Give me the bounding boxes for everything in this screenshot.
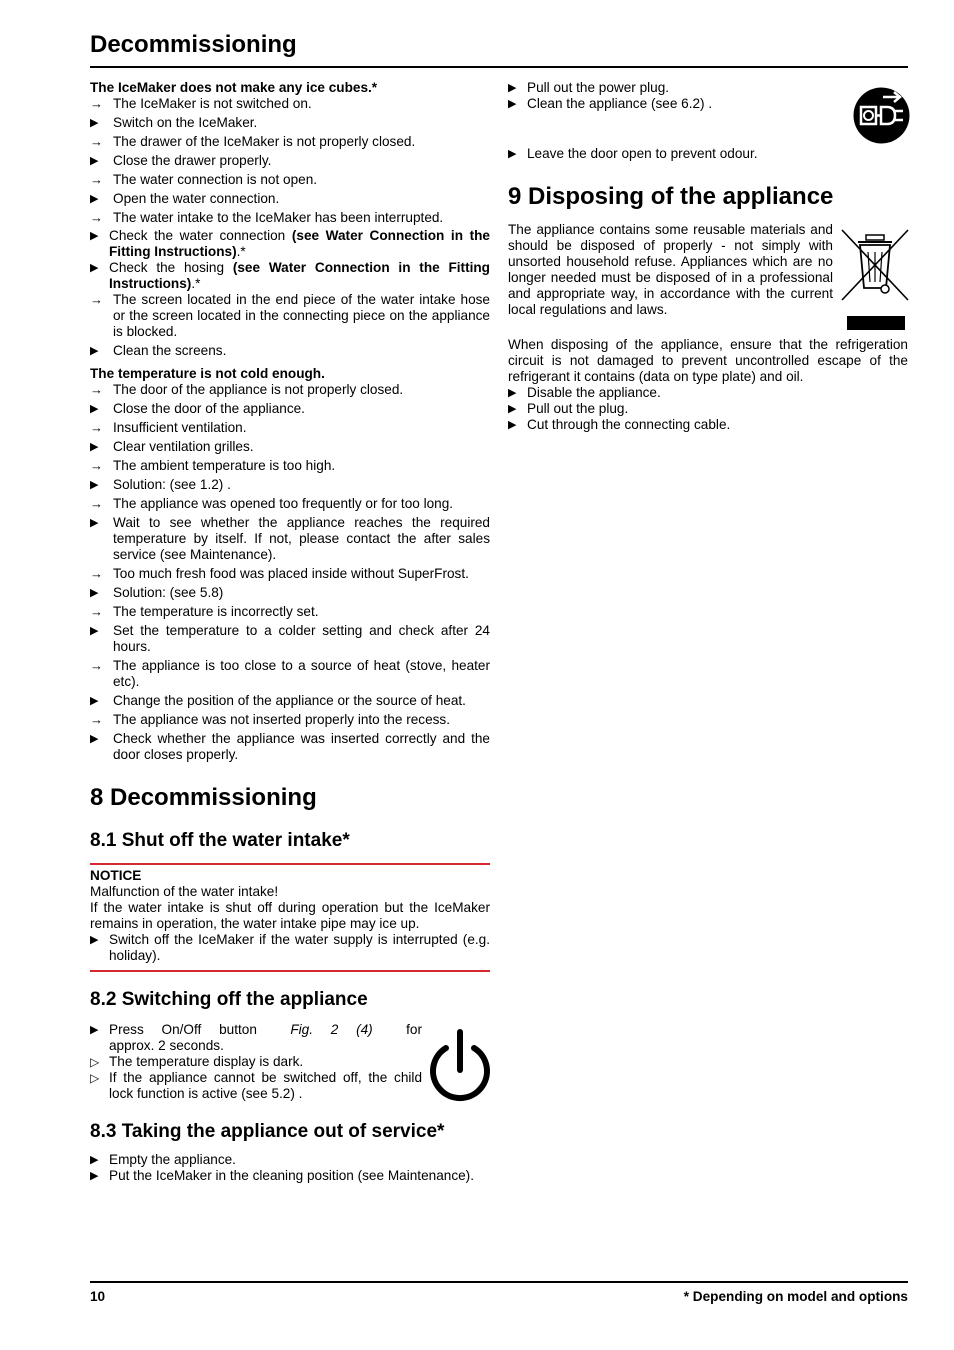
disable-appliance-step: ▶ Disable the appliance. bbox=[508, 385, 661, 400]
step-triangle-icon: ▶ bbox=[90, 441, 99, 453]
leave-door-open-step: ▶ Leave the door open to prevent odour. bbox=[508, 146, 758, 161]
step-triangle-icon: ▶ bbox=[90, 155, 99, 167]
notice-bottom-rule bbox=[90, 970, 490, 972]
press-button-step: ▶ Press On/Off button Fig. 2 (4) for approx. 2 seconds. bbox=[90, 1022, 422, 1053]
pull-plug-step: ▶ Pull out the plug. bbox=[508, 401, 629, 416]
page-title: Decommissioning bbox=[90, 31, 297, 58]
list-item-text: Set the temperature to a colder setting and check after 24 hours. bbox=[113, 623, 490, 654]
list-item bbox=[90, 401, 490, 417]
list-item bbox=[90, 585, 490, 601]
notice-label: NOTICE bbox=[90, 868, 142, 883]
cause-arrow-icon: → bbox=[90, 210, 103, 225]
result-display-dark: ▷ The temperature display is dark. bbox=[90, 1054, 304, 1069]
unplug-steps bbox=[508, 80, 828, 162]
list-item bbox=[90, 96, 490, 112]
step-triangle-icon: ▶ bbox=[508, 98, 517, 110]
left-column bbox=[90, 80, 490, 1184]
list-item bbox=[90, 439, 490, 455]
notice-top-rule bbox=[90, 863, 490, 865]
cause-arrow-icon: → bbox=[90, 458, 103, 473]
step-triangle-icon: ▶ bbox=[90, 262, 99, 274]
pull-power-plug-step: ▶ Pull out the power plug. bbox=[508, 80, 670, 95]
troubleshoot-list-ice bbox=[90, 96, 490, 226]
list-item-text: The door of the appliance is not properly closed. bbox=[113, 382, 404, 397]
cause-arrow-icon: → bbox=[90, 134, 103, 149]
step-triangle-icon: ▶ bbox=[90, 587, 99, 599]
section-8-2-title: 8.2 Switching off the appliance bbox=[90, 989, 368, 1010]
list-item-text: Switch on the IceMaker. bbox=[113, 115, 258, 130]
list-item bbox=[90, 658, 490, 690]
list-item bbox=[90, 566, 490, 582]
step-triangle-icon: ▶ bbox=[90, 403, 99, 415]
list-item bbox=[90, 382, 490, 398]
step-triangle-icon: ▶ bbox=[90, 517, 99, 529]
cause-arrow-icon: → bbox=[90, 96, 103, 111]
switch-off-steps bbox=[90, 1022, 422, 1102]
unplug-icon bbox=[853, 87, 910, 144]
section-8-3-title: 8.3 Taking the appliance out of service* bbox=[90, 1121, 445, 1142]
result-triangle-icon: ▷ bbox=[90, 1071, 100, 1085]
step-triangle-icon: ▶ bbox=[508, 419, 517, 431]
list-item-text: Close the door of the appliance. bbox=[113, 401, 305, 416]
step-triangle-icon: ▶ bbox=[508, 403, 517, 415]
list-item-text: Close the drawer properly. bbox=[113, 153, 272, 168]
list-item bbox=[90, 712, 490, 728]
list-item bbox=[90, 731, 490, 763]
list-item-text: The appliance was opened too frequently or for too long. bbox=[113, 496, 454, 511]
cleaning-position-step: ▶ Put the IceMaker in the cleaning position (see Maintenance). bbox=[90, 1168, 474, 1183]
footer-note: * Depending on model and options bbox=[683, 1289, 908, 1304]
list-item-text: The appliance was not inserted properly into the recess. bbox=[113, 712, 451, 727]
cause-arrow-icon: → bbox=[90, 496, 103, 511]
crossed-out-bin-icon bbox=[840, 228, 910, 332]
step-triangle-icon: ▶ bbox=[90, 117, 99, 129]
list-item bbox=[90, 210, 490, 226]
result-child-lock: ▷ If the appliance cannot be switched off, the child lock function is active (see 5.2) . bbox=[90, 1070, 422, 1101]
chapter-8-title: 8 Decommissioning bbox=[90, 784, 317, 811]
list-item-text: Clear ventilation grilles. bbox=[113, 439, 254, 454]
notice-step: ▶ Switch off the IceMaker if the water supply is interrupted (e.g. holiday). bbox=[90, 932, 490, 963]
list-item-text: The temperature is incorrectly set. bbox=[113, 604, 319, 619]
list-item bbox=[90, 134, 490, 150]
disposal-paragraph-2: When disposing of the appliance, ensure that the refrigeration circuit is not damaged to prevent uncontrolled escape of the refrigerant it contains (data on type plate) and oil. bbox=[508, 337, 908, 384]
step-triangle-icon: ▶ bbox=[90, 934, 99, 946]
list-item-text: Insufficient ventilation. bbox=[113, 420, 247, 435]
list-item bbox=[90, 496, 490, 512]
step-triangle-icon: ▶ bbox=[90, 1154, 99, 1166]
step-triangle-icon: ▶ bbox=[90, 193, 99, 205]
result-triangle-icon: ▷ bbox=[90, 1055, 100, 1069]
step-triangle-icon: ▶ bbox=[508, 387, 517, 399]
section-8-1-title: 8.1 Shut off the water intake* bbox=[90, 830, 350, 851]
notice-line-1: Malfunction of the water intake! bbox=[90, 884, 279, 899]
disposal-paragraph-1: The appliance contains some reusable materials and should be disposed of properly - not simply with unsorted household refuse. Appliances which are no longer needed must be disposed of in a professional and appropriate way, in accordance with the current local regulations and laws. bbox=[508, 222, 833, 317]
list-item-text: The water intake to the IceMaker has been interrupted. bbox=[113, 210, 444, 225]
out-of-service-steps bbox=[90, 1152, 490, 1184]
list-item-text: The appliance is too close to a source of heat (stove, heater etc). bbox=[113, 658, 490, 689]
footer-rule bbox=[90, 1281, 908, 1283]
step-triangle-icon: ▶ bbox=[90, 733, 99, 745]
list-item bbox=[90, 153, 490, 169]
step-triangle-icon: ▶ bbox=[508, 148, 517, 160]
list-item bbox=[90, 477, 490, 493]
list-item-text: Open the water connection. bbox=[113, 191, 280, 206]
cause-arrow-icon: → bbox=[90, 604, 103, 619]
step-triangle-icon: ▶ bbox=[90, 1024, 99, 1036]
chapter-9-title: 9 Disposing of the appliance bbox=[508, 183, 834, 210]
check-water-step: ▶ Check the water connection (see Water Connection in the Fitting Instructions).* bbox=[90, 228, 490, 259]
step-triangle-icon: ▶ bbox=[90, 230, 99, 242]
clean-appliance-step: ▶ Clean the appliance (see 6.2) . bbox=[508, 96, 713, 111]
list-item-text: Clean the screens. bbox=[113, 343, 227, 358]
list-item-text: Solution: (see 5.8) bbox=[113, 585, 224, 600]
list-item bbox=[90, 515, 490, 563]
list-item bbox=[90, 172, 490, 188]
cause-arrow-icon: → bbox=[90, 420, 103, 435]
page-number: 10 bbox=[90, 1289, 106, 1304]
troubleshoot-list-ice-2 bbox=[90, 292, 490, 359]
list-item-text: The water connection is not open. bbox=[113, 172, 318, 187]
troubleshoot-heading-temp: The temperature is not cold enough. bbox=[90, 366, 325, 381]
cause-arrow-icon: → bbox=[90, 292, 103, 307]
step-triangle-icon: ▶ bbox=[90, 345, 99, 357]
list-item bbox=[90, 343, 490, 359]
list-item bbox=[90, 693, 490, 709]
list-item bbox=[90, 115, 490, 131]
list-item-text: Change the position of the appliance or the source of heat. bbox=[113, 693, 466, 708]
empty-appliance-step: ▶ Empty the appliance. bbox=[90, 1152, 236, 1167]
list-item bbox=[90, 191, 490, 207]
list-item bbox=[90, 623, 490, 655]
list-item-text: The ambient temperature is too high. bbox=[113, 458, 336, 473]
power-icon bbox=[428, 1026, 492, 1102]
step-triangle-icon: ▶ bbox=[508, 82, 517, 94]
cause-arrow-icon: → bbox=[90, 658, 103, 673]
list-item-text: The screen located in the end piece of the water intake hose or the screen located in the connecting piece on the appliance is blocked. bbox=[113, 292, 490, 339]
check-hosing-step: ▶ Check the hosing (see Water Connection in the Fitting Instructions).* bbox=[90, 260, 490, 291]
troubleshoot-list-temp bbox=[90, 382, 490, 763]
list-item bbox=[90, 292, 490, 340]
step-triangle-icon: ▶ bbox=[90, 479, 99, 491]
cut-cable-step: ▶ Cut through the connecting cable. bbox=[508, 417, 731, 432]
cause-arrow-icon: → bbox=[90, 382, 103, 397]
notice-line-2: If the water intake is shut off during operation but the IceMaker remains in operation, the water intake pipe may ice up. bbox=[90, 900, 490, 931]
list-item bbox=[90, 604, 490, 620]
list-item-text: Wait to see whether the appliance reaches the required temperature by itself. If not, please contact the after sales service (see Maintenance). bbox=[113, 515, 490, 562]
list-item bbox=[90, 458, 490, 474]
cause-arrow-icon: → bbox=[90, 566, 103, 581]
step-triangle-icon: ▶ bbox=[90, 625, 99, 637]
step-triangle-icon: ▶ bbox=[90, 1170, 99, 1182]
list-item-text: The IceMaker is not switched on. bbox=[113, 96, 312, 111]
troubleshoot-heading-ice: The IceMaker does not make any ice cubes.* bbox=[90, 80, 378, 95]
list-item-text: Check whether the appliance was inserted correctly and the door closes properly. bbox=[113, 731, 490, 762]
list-item bbox=[90, 420, 490, 436]
list-item-text: The drawer of the IceMaker is not properly closed. bbox=[113, 134, 416, 149]
cause-arrow-icon: → bbox=[90, 172, 103, 187]
header-rule bbox=[90, 66, 908, 68]
disposal-steps bbox=[508, 385, 908, 433]
step-triangle-icon: ▶ bbox=[90, 695, 99, 707]
list-item-text: Too much fresh food was placed inside without SuperFrost. bbox=[113, 566, 469, 581]
cause-arrow-icon: → bbox=[90, 712, 103, 727]
list-item-text: Solution: (see 1.2) . bbox=[113, 477, 231, 492]
